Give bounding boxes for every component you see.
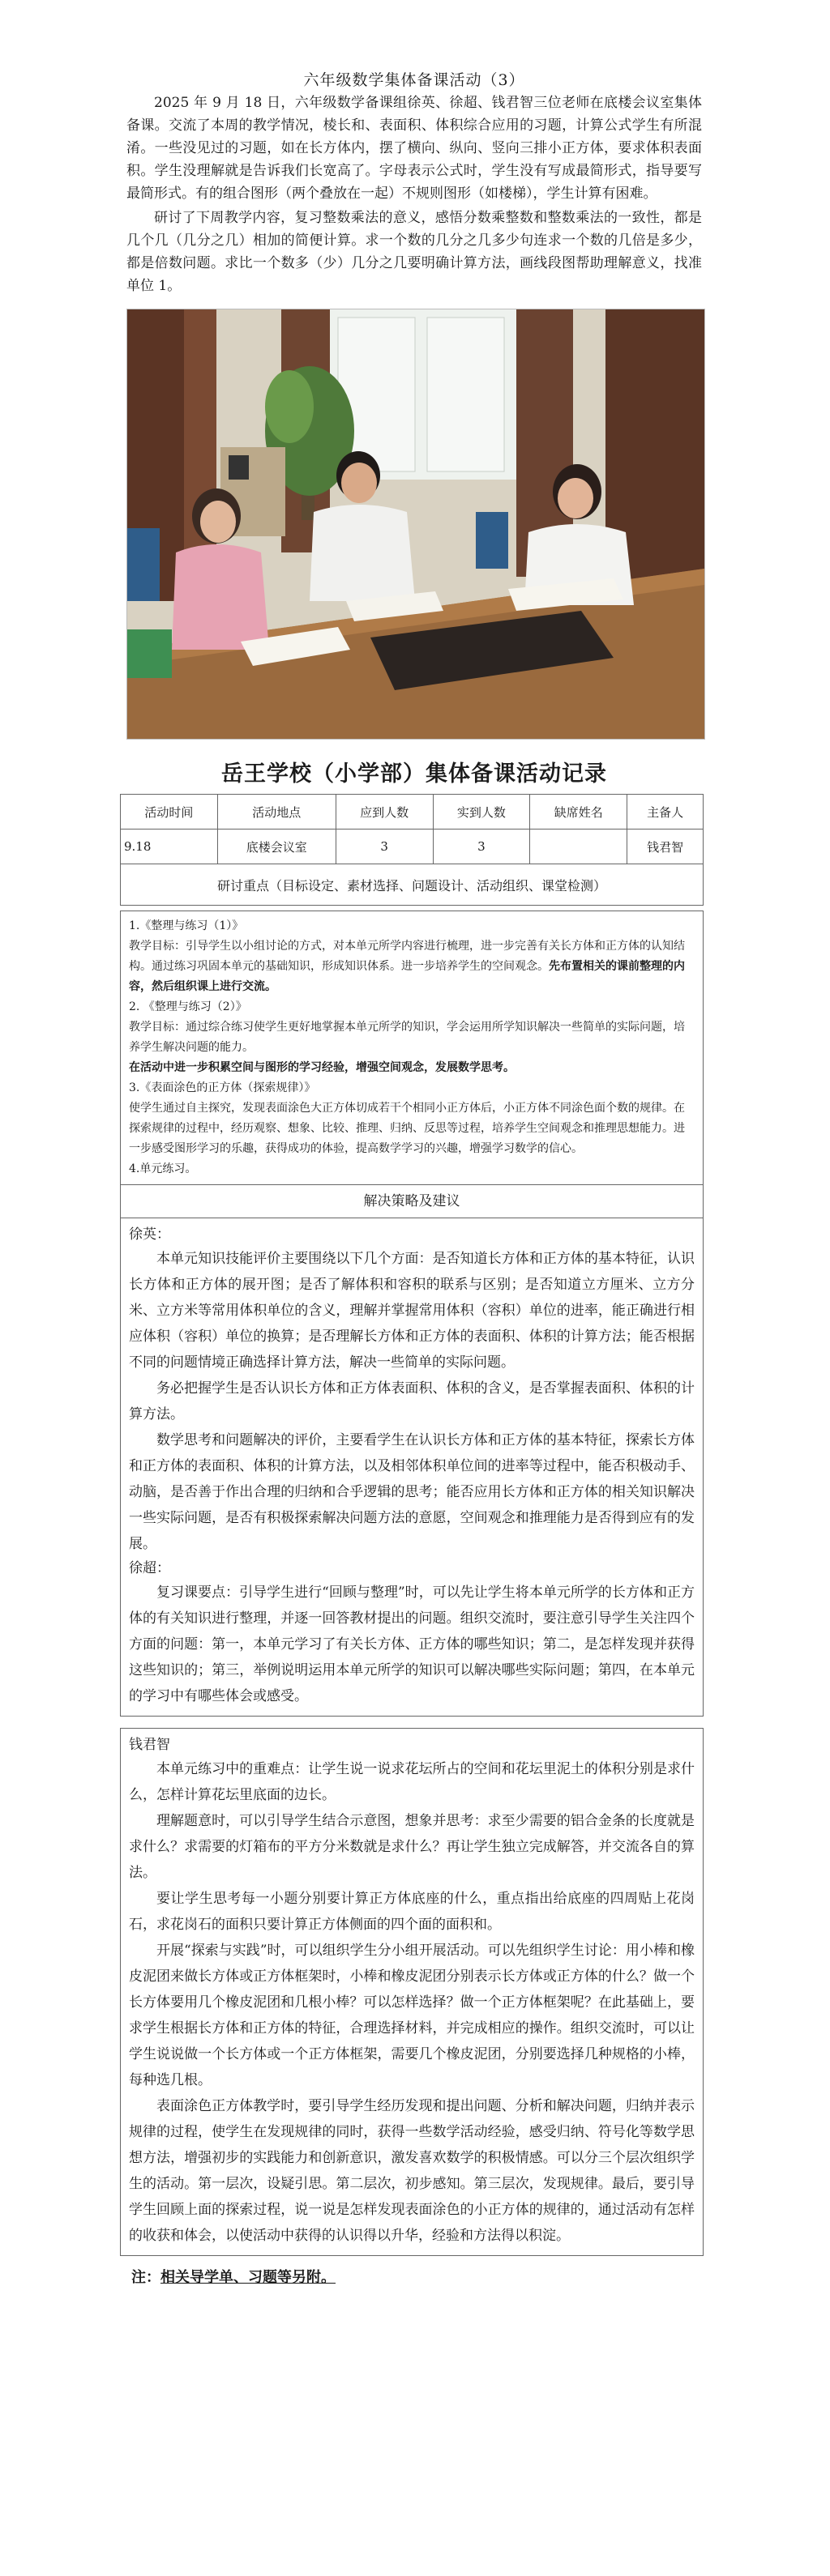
- record-title: 岳王学校（小学部）集体备课活动记录: [221, 761, 607, 787]
- qian-paragraph-2: 理解题意时，可以引导学生结合示意图，想象并思考：求至少需要的铝合金条的长度就是求什么？求需要的灯箱布的平方分米数就是求什么？再让学生独立完成解答，并交流各自的算法。: [129, 1813, 695, 1881]
- lesson-1-title: 1.《整理与练习（1）》: [129, 919, 244, 932]
- footer-note-text: 相关导学单、习题等另附。: [160, 2269, 336, 2286]
- record-value-row: [121, 830, 704, 864]
- value-cell-expected: 3: [336, 830, 433, 864]
- header-cell-actual: 实到人数: [433, 795, 530, 830]
- header-cell-lead: 主备人: [627, 795, 704, 830]
- document-title: 六年级数学集体备课活动（3）: [303, 71, 525, 89]
- header-cell-absent: 缺席姓名: [530, 795, 627, 830]
- lesson-1-goal: 教学目标：引导学生以小组讨论的方式，对本单元所学内容进行梳理，进一步完善有关长方体和正方体的认知结构。通过练习巩固本单元的基础知识，形成知识体系。进一步培养学生的空间观念。: [129, 940, 685, 973]
- header-cell-time: 活动时间: [121, 795, 218, 830]
- value-cell-actual: 3: [433, 830, 530, 864]
- lesson-3-title: 3.《表面涂色的正方体（探索规律）》: [129, 1081, 316, 1094]
- lesson-4-title: 4.单元练习。: [129, 1162, 197, 1175]
- focus-cell: 研讨重点（目标设定、素材选择、问题设计、活动组织、课堂检测）: [121, 864, 704, 906]
- speaker-xu-chao: 徐超：: [129, 1560, 170, 1576]
- xu-ying-paragraph-3: 数学思考和问题解决的评价，主要看学生在认识长方体和正方体的基本特征，探索长方体和正方体的表面积、体积的计算方法，以及相邻体积单位间的进率等过程中，能否积极动手、动脑，是否善于作出合理的归纳和合乎逻辑的思考；能否应用长方体和正方体的相关知识解决一些实际问题，是否有积极探索解决问题方法的意愿，空间观念和推理能力是否得到应有的发展。: [129, 1432, 695, 1552]
- qian-paragraph-1: 本单元练习中的重难点：让学生说一说求花坛所占的空间和花坛里泥土的体积分别是求什么，怎样计算花坛里底面的边长。: [129, 1761, 695, 1803]
- value-cell-time: 9.18: [121, 830, 218, 864]
- footer-prefix: 注：: [131, 2269, 160, 2286]
- meeting-photo-illustration: [127, 309, 704, 739]
- xu-ying-paragraph-1: 本单元知识技能评价主要围绕以下几个方面：是否知道长方体和正方体的基本特征，认识长方体和正方体的展开图；是否了解体积和容积的联系与区别；是否知道立方厘米、立方分米、立方米等常用体积单位的含义，理解并掌握常用体积（容积）单位的进率，能正确进行相应体积（容积）单位的换算；是否理解长方体和正方体的表面积、体积的计算方法；能否根据不同的问题情境正确选择计算方法，解决一些简单的实际问题。: [129, 1251, 695, 1371]
- value-cell-absent: [530, 830, 627, 864]
- activity-record-table: [120, 794, 704, 906]
- value-cell-lead: 钱君智: [627, 830, 704, 864]
- lesson-2-goal: 教学目标：通过综合练习使学生更好地掌握本单元所学的知识，学会运用所学知识解决一些简单的实际问题，培养学生解决问题的能力。: [129, 1021, 685, 1054]
- record-header-row: [121, 795, 704, 830]
- qian-paragraph-5: 表面涂色正方体教学时，要引导学生经历发现和提出问题、分析和解决问题，归纳并表示规律的过程，使学生在发现规律的同时，获得一些数学活动经验，感受归纳、符号化等数学思想方法，增强初步的实践能力和创新意识，激发喜欢数学的积极情感。可以分三个层次组织学生的活动。第一层次，设疑引思。第二层次，初步感知。第三层次，发现规律。最后，要引导学生回顾上面的探索过程，说一说是怎样发现表面涂色的小正方体的规律的，通过活动有怎样的收获和体会，以使活动中获得的认识得以升华，经验和方法得以积淀。: [129, 2098, 695, 2244]
- lesson-1-emphasis: 先布置相关的课前整理的内容，然后组织课上进行交流。: [129, 960, 685, 993]
- speaker-xu-ying: 徐英：: [129, 1226, 170, 1243]
- xu-chao-paragraph-1: 复习课要点：引导学生进行“回顾与整理”时，可以先让学生将本单元所学的长方体和正方体的有关知识进行整理，并逐一回答教材提出的问题。组织交流时，要注意引导学生关注四个方面的问题：第一，本单元学习了有关长方体、正方体的哪些知识；第二，是怎样发现并获得这些知识的；第三，举例说明运用本单元所学的知识可以解决哪些实际问题；第四，在本单元的学习中有哪些体会或感受。: [129, 1584, 695, 1704]
- document-page: [120, 0, 708, 2287]
- lesson-2-emphasis: 在活动中进一步积累空间与图形的学习经验，增强空间观念，发展数学思考。: [129, 1061, 515, 1074]
- qian-paragraph-3: 要让学生思考每一小题分别要计算正方体底座的什么，重点指出给底座的四周贴上花岗石，求花岗石的面积只要计算正方体侧面的四个面的面积和。: [129, 1891, 695, 1933]
- strategy-heading: 解决策略及建议: [121, 1184, 703, 1218]
- meeting-photo: [126, 309, 705, 740]
- lesson-2-title: 2. 《整理与练习（2）》: [129, 1000, 247, 1013]
- lesson-1-body: [129, 936, 695, 997]
- qian-junzhi-box: [120, 1728, 704, 2256]
- lesson-3-goal: 使学生通过自主探究，发现表面涂色大正方体切成若干个相同小正方体后，小正方体不同涂色面个数的规律。在探索规律的过程中，经历观察、想象、比较、推理、归纳、反思等过程，培养学生空间观念和推理思想能力。进一步感受图形学习的乐趣，获得成功的体验，提高数学学习的兴趣，增强学习数学的信心。: [129, 1102, 685, 1155]
- speaker-qian-junzhi: 钱君智: [129, 1737, 170, 1753]
- record-focus-row: [121, 864, 704, 906]
- value-cell-place: 底楼会议室: [217, 830, 336, 864]
- qian-paragraph-4: 开展“探索与实践”时，可以组织学生分小组开展活动。可以先组织学生讨论：用小棒和橡皮泥团来做长方体或正方体框架时，小棒和橡皮泥团分别表示长方体或正方体的什么？做一个长方体要用几个橡皮泥团和几根小棒？可以怎样选择？做一个正方体框架呢？在此基础上，要求学生根据长方体和正方体的特征，合理选择材料，并完成相应的操作。组织交流时，可以让学生说说做一个长方体或一个正方体框架，需要几个橡皮泥团，分别要选择几种规格的小棒，每种选几根。: [129, 1943, 695, 2088]
- intro-paragraph-2: 研讨了下周教学内容，复习整数乘法的意义，感悟分数乘整数和整数乘法的一致性，都是几个几（几分之几）相加的简便计算。求一个数的几分之几多少句连求一个数的几倍是多少，都是倍数问题。求比一个数多（少）几分之几要明确计算方法，画线段图帮助理解意义，找准单位 1。: [126, 210, 702, 294]
- footer-note: [131, 2266, 708, 2287]
- header-cell-place: 活动地点: [217, 795, 336, 830]
- xu-ying-paragraph-2: 务必把握学生是否认识长方体和正方体表面积、体积的含义，是否掌握表面积、体积的计算方法。: [129, 1380, 695, 1422]
- intro-paragraph-1: 2025 年 9 月 18 日，六年级数学备课组徐英、徐超、钱君智三位老师在底楼会议室集体备课。交流了本周的教学情况，棱长和、表面积、体积综合应用的习题，计算公式学生有所混淆。一些没见过的习题，如在长方体内，摆了横向、纵向、竖向三排小正方体，要求体积表面积。学生没理解就是告诉我们长宽高了。字母表示公式时，学生没有写成最简形式，指导要写最简形式。有的组合图形（两个叠放在一起）不规则图形（如楼梯），学生计算有困难。: [126, 95, 702, 202]
- lesson-plan-box: [120, 911, 704, 1717]
- header-cell-expected: 应到人数: [336, 795, 433, 830]
